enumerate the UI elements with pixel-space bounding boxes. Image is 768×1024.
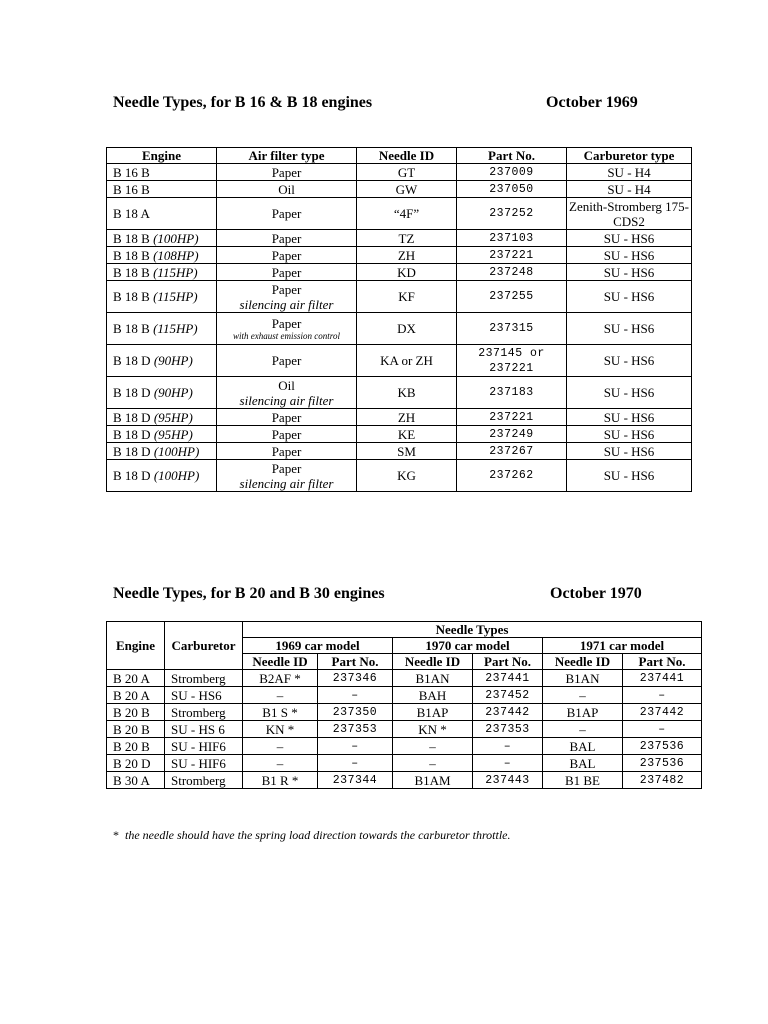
part-1969-cell: – [318, 738, 393, 755]
carburetor-cell: SU - HS6 [567, 247, 692, 264]
engine-cell [107, 409, 217, 426]
needle-1970-cell: KN * [393, 721, 473, 738]
part-1971-cell: 237441 [623, 670, 702, 687]
engine-name: B 16 B [113, 181, 150, 197]
table-row [107, 460, 692, 492]
carburetor-cell: SU - HS6 [567, 264, 692, 281]
engine-name: B 18 B [113, 321, 150, 336]
engine-cell: B 20 A [107, 670, 165, 687]
part-1970-cell: – [473, 738, 543, 755]
part-no-cell: 237221 [457, 247, 567, 264]
needle-id-cell: “4F” [357, 198, 457, 230]
needle-id-cell: KD [357, 264, 457, 281]
carburetor-cell: SU - HS6 [567, 313, 692, 345]
part-1970-cell: 237441 [473, 670, 543, 687]
header-1970-model: 1970 car model [393, 638, 543, 654]
needle-1971-cell: – [543, 721, 623, 738]
table-row [107, 181, 692, 198]
air-filter-cell [217, 281, 357, 313]
air-filter-cell [217, 345, 357, 377]
part-1969-cell: 237353 [318, 721, 393, 738]
table-header-row [107, 148, 692, 164]
air-filter-cell [217, 409, 357, 426]
engine-cell [107, 377, 217, 409]
engine-cell [107, 181, 217, 198]
engine-hp: (100HP) [153, 443, 200, 459]
table-row [107, 670, 702, 687]
needle-id-cell: GT [357, 164, 457, 181]
air-filter-cell [217, 198, 357, 230]
carburetor-cell: SU - HS6 [567, 345, 692, 377]
carburetor-cell: SU - HS6 [567, 460, 692, 492]
part-no-cell: 237267 [457, 443, 567, 460]
needle-1969-cell: B1 S * [243, 704, 318, 721]
part-no-cell: 237050 [457, 181, 567, 198]
engine-name: B 18 D [113, 443, 151, 459]
engine-cell [107, 460, 217, 492]
air-filter-cell [217, 443, 357, 460]
air-filter-type: Paper [271, 315, 302, 331]
part-1971-cell: – [623, 721, 702, 738]
header-1971-model: 1971 car model [543, 638, 702, 654]
table-row [107, 409, 692, 426]
engine-name: B 18 B [113, 289, 150, 304]
needle-1970-cell: B1AN [393, 670, 473, 687]
needle-1971-cell: B1AN [543, 670, 623, 687]
engine-cell [107, 345, 217, 377]
header-part-no: Part No. [623, 654, 702, 670]
engine-name: B 18 A [113, 206, 150, 221]
engine-hp: (115HP) [153, 264, 198, 280]
part-1970-cell: 237442 [473, 704, 543, 721]
header-engine: Engine [107, 148, 217, 164]
part-no-cell: 237221 [457, 409, 567, 426]
carburetor-cell: SU - H4 [567, 181, 692, 198]
needle-id-cell: KA or ZH [357, 345, 457, 377]
part-no-cell: 237145 or 237221 [457, 345, 567, 377]
table-row [107, 313, 692, 345]
needle-1969-cell: – [243, 755, 318, 772]
engine-cell [107, 281, 217, 313]
header-1969-model: 1969 car model [243, 638, 393, 654]
carburetor-cell: Stromberg [165, 772, 243, 789]
air-filter-type: Paper [271, 281, 302, 297]
footnote-text: the needle should have the spring load direction towards the carburetor throttle. [125, 828, 511, 842]
needle-1970-cell: BAH [393, 687, 473, 704]
part-1969-cell: 237344 [318, 772, 393, 789]
part-no-cell: 237183 [457, 377, 567, 409]
section2-title: Needle Types, for B 20 and B 30 engines [113, 585, 385, 602]
part-1970-cell: – [473, 755, 543, 772]
engine-name: B 18 D [113, 353, 151, 368]
table-row [107, 687, 702, 704]
part-1970-cell: 237353 [473, 721, 543, 738]
air-filter-cell [217, 313, 357, 345]
part-no-cell: 237103 [457, 230, 567, 247]
air-filter-cell [217, 230, 357, 247]
part-no-cell: 237262 [457, 460, 567, 492]
table-row [107, 230, 692, 247]
header-needle-id: Needle ID [393, 654, 473, 670]
section2-date: October 1970 [550, 585, 642, 602]
engine-cell [107, 247, 217, 264]
table-row [107, 704, 702, 721]
engine-cell [107, 264, 217, 281]
header-needle-id: Needle ID [243, 654, 318, 670]
air-filter-cell [217, 247, 357, 264]
part-1969-cell: – [318, 687, 393, 704]
needle-1971-cell: BAL [543, 738, 623, 755]
air-filter-cell [217, 164, 357, 181]
carburetor-cell: SU - HS6 [567, 409, 692, 426]
part-1971-cell: – [623, 687, 702, 704]
needle-1970-cell: – [393, 755, 473, 772]
table-row [107, 443, 692, 460]
air-filter-type: Paper [271, 353, 302, 368]
needle-1970-cell: B1AP [393, 704, 473, 721]
engine-name: B 16 B [113, 164, 150, 180]
table-row [107, 247, 692, 264]
part-no-cell: 237315 [457, 313, 567, 345]
engine-hp: (115HP) [153, 321, 198, 336]
table-row [107, 281, 692, 313]
carburetor-cell: SU - HS6 [165, 687, 243, 704]
air-filter-type: Oil [278, 377, 295, 393]
table-row [107, 721, 702, 738]
air-filter-cell [217, 460, 357, 492]
table-row [107, 755, 702, 772]
table-row [107, 426, 692, 443]
needle-1971-cell: B1AP [543, 704, 623, 721]
engine-name: B 18 B [113, 247, 150, 263]
engine-cell [107, 230, 217, 247]
engine-name: B 18 D [113, 409, 151, 425]
footnote-mark: * [113, 828, 119, 842]
header-part-no: Part No. [457, 148, 567, 164]
header-air-filter: Air filter type [217, 148, 357, 164]
part-1971-cell: 237482 [623, 772, 702, 789]
needle-1969-cell: B2AF * [243, 670, 318, 687]
carburetor-cell: SU - HIF6 [165, 738, 243, 755]
header-engine: Engine [107, 622, 165, 670]
header-needle-id: Needle ID [543, 654, 623, 670]
needle-1970-cell: – [393, 738, 473, 755]
part-1969-cell: 237350 [318, 704, 393, 721]
engine-cell: B 20 B [107, 738, 165, 755]
table-row [107, 772, 702, 789]
carburetor-cell: SU - HS6 [567, 426, 692, 443]
table-row [107, 738, 702, 755]
header-part-no: Part No. [318, 654, 393, 670]
air-filter-type: Paper [271, 247, 302, 263]
air-filter-type: Paper [271, 230, 302, 246]
table-row [107, 377, 692, 409]
engine-cell [107, 426, 217, 443]
part-1971-cell: 237536 [623, 755, 702, 772]
part-no-cell: 237248 [457, 264, 567, 281]
air-filter-type: Paper [271, 206, 302, 221]
table-row [107, 345, 692, 377]
table-header-row [107, 622, 702, 638]
needle-id-cell: ZH [357, 409, 457, 426]
air-filter-type: Paper [271, 264, 302, 280]
carburetor-cell: SU - HS6 [567, 443, 692, 460]
engine-cell [107, 443, 217, 460]
needle-1971-cell: BAL [543, 755, 623, 772]
air-filter-cell [217, 264, 357, 281]
needle-id-cell: KF [357, 281, 457, 313]
needle-id-cell: KG [357, 460, 457, 492]
air-filter-cell [217, 377, 357, 409]
engine-cell [107, 313, 217, 345]
engine-cell [107, 164, 217, 181]
needle-id-cell: KE [357, 426, 457, 443]
engine-cell: B 20 A [107, 687, 165, 704]
air-filter-type: Paper [271, 443, 302, 459]
engine-cell: B 20 B [107, 721, 165, 738]
needle-id-cell: ZH [357, 247, 457, 264]
needle-id-cell: TZ [357, 230, 457, 247]
carburetor-cell: SU - HS6 [567, 281, 692, 313]
carburetor-cell: Zenith-Stromberg 175-CDS2 [567, 198, 692, 230]
section1-date: October 1969 [546, 94, 638, 111]
air-filter-cell [217, 181, 357, 198]
part-no-cell: 237009 [457, 164, 567, 181]
engine-hp: (90HP) [153, 385, 193, 400]
engine-name: B 18 B [113, 230, 150, 246]
needle-id-cell: GW [357, 181, 457, 198]
needle-1971-cell: B1 BE [543, 772, 623, 789]
needle-1969-cell: – [243, 687, 318, 704]
air-filter-note: with exhaust emission control [233, 330, 340, 341]
air-filter-type: Paper [271, 164, 302, 180]
part-1970-cell: 237452 [473, 687, 543, 704]
part-1969-cell: 237346 [318, 670, 393, 687]
engine-hp: (100HP) [153, 230, 199, 246]
engine-name: B 18 D [113, 385, 151, 400]
air-filter-note: silencing air filter [239, 296, 334, 312]
header-needle-types: Needle Types [243, 622, 702, 638]
carburetor-cell: SU - HIF6 [165, 755, 243, 772]
carburetor-cell: Stromberg [165, 704, 243, 721]
engine-hp: (95HP) [153, 409, 193, 425]
header-carburetor: Carburetor type [567, 148, 692, 164]
header-part-no: Part No. [473, 654, 543, 670]
air-filter-note: silencing air filter [239, 392, 334, 408]
air-filter-note: silencing air filter [239, 475, 334, 491]
engine-hp: (100HP) [153, 468, 200, 483]
table-row [107, 264, 692, 281]
part-1969-cell: – [318, 755, 393, 772]
needle-1969-cell: B1 R * [243, 772, 318, 789]
needle-1971-cell: – [543, 687, 623, 704]
part-no-cell: 237252 [457, 198, 567, 230]
needle-table-b20-b30 [106, 621, 702, 789]
table-row [107, 198, 692, 230]
header-carburetor: Carburetor [165, 622, 243, 670]
air-filter-type: Paper [271, 426, 302, 442]
engine-name: B 18 D [113, 468, 151, 483]
air-filter-cell [217, 426, 357, 443]
needle-1969-cell: – [243, 738, 318, 755]
engine-cell: B 20 D [107, 755, 165, 772]
engine-cell: B 30 A [107, 772, 165, 789]
section1-title: Needle Types, for B 16 & B 18 engines [113, 94, 373, 111]
carburetor-cell: SU - HS6 [567, 230, 692, 247]
needle-id-cell: SM [357, 443, 457, 460]
table-row [107, 164, 692, 181]
carburetor-cell: SU - HS6 [567, 377, 692, 409]
header-needle-id: Needle ID [357, 148, 457, 164]
needle-1969-cell: KN * [243, 721, 318, 738]
carburetor-cell: SU - HS 6 [165, 721, 243, 738]
engine-hp: (115HP) [153, 289, 198, 304]
footnote [113, 828, 511, 843]
needle-table-b16-b18 [106, 147, 692, 492]
engine-cell [107, 198, 217, 230]
engine-cell: B 20 B [107, 704, 165, 721]
engine-hp: (95HP) [153, 426, 193, 442]
air-filter-type: Oil [278, 181, 295, 197]
part-1970-cell: 237443 [473, 772, 543, 789]
needle-1970-cell: B1AM [393, 772, 473, 789]
engine-hp: (90HP) [153, 353, 193, 368]
part-1971-cell: 237536 [623, 738, 702, 755]
part-1971-cell: 237442 [623, 704, 702, 721]
engine-hp: (108HP) [153, 247, 199, 263]
needle-id-cell: DX [357, 313, 457, 345]
air-filter-type: Paper [271, 409, 302, 425]
engine-name: B 18 D [113, 426, 151, 442]
engine-name: B 18 B [113, 264, 150, 280]
part-no-cell: 237249 [457, 426, 567, 443]
needle-id-cell: KB [357, 377, 457, 409]
part-no-cell: 237255 [457, 281, 567, 313]
carburetor-cell: SU - H4 [567, 164, 692, 181]
carburetor-cell: Stromberg [165, 670, 243, 687]
air-filter-type: Paper [271, 460, 302, 476]
